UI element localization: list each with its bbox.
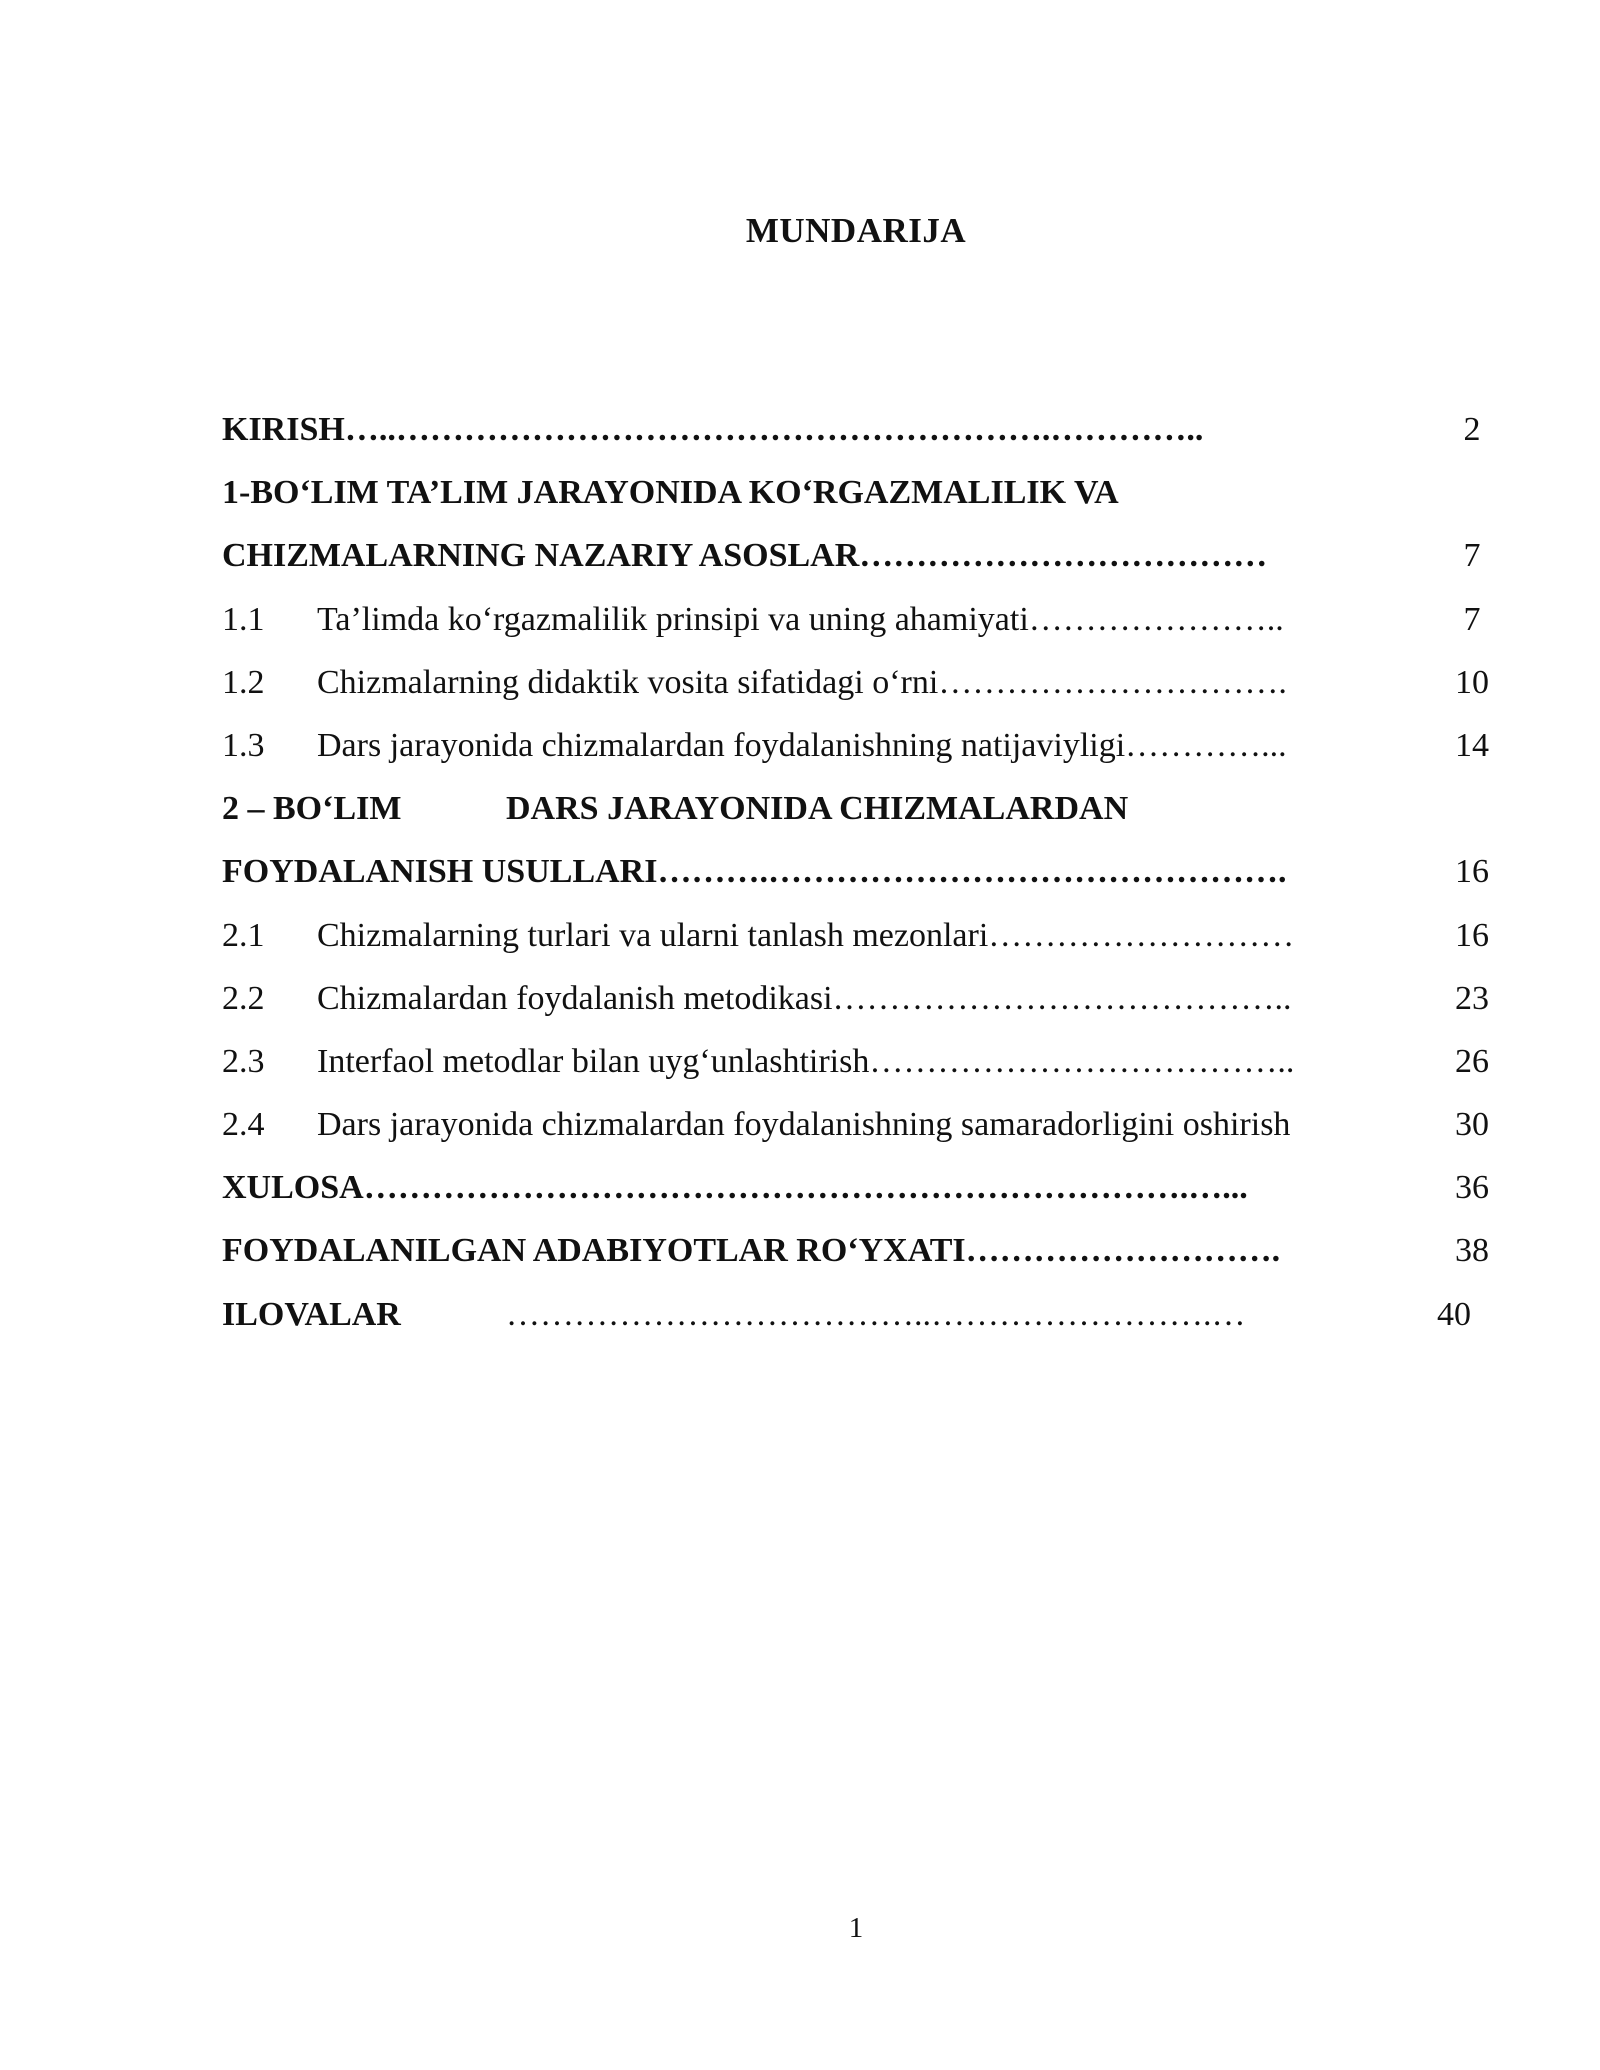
toc-page-number: 14 — [1455, 726, 1489, 764]
toc-entry-1-1[interactable] — [222, 588, 1512, 651]
toc-section-2-heading-cont[interactable] — [222, 840, 1512, 903]
toc-entry-text: CHIZMALARNING NAZARIY ASOSLAR……………………………… — [222, 537, 1268, 575]
toc-entry-number: 1.1 — [222, 600, 265, 638]
toc-entry-text: Chizmalarning didaktik vosita sifatidagi o‘rni…………………………. — [317, 663, 1287, 701]
toc-entry-text: KIRISH…..………………………………………………….………….. — [222, 411, 1204, 448]
toc-entry-kirish[interactable] — [222, 398, 1512, 461]
toc-section-1-heading[interactable] — [222, 461, 1512, 524]
toc-entry-text: Interfaol metodlar bilan uyg‘unlashtirish……………………………….. — [317, 1042, 1295, 1080]
toc-page-number: 16 — [1455, 853, 1489, 891]
toc-entry-number: 1.2 — [222, 663, 265, 701]
toc-entry-text: FOYDALANILGAN ADABIYOTLAR RO‘YXATI………………………. — [222, 1232, 1281, 1270]
toc-entry-text: DARS JARAYONIDA CHIZMALARDAN — [506, 790, 1129, 828]
toc-entry-2-4[interactable] — [222, 1093, 1512, 1156]
toc-entry-2-3[interactable] — [222, 1030, 1512, 1093]
toc-page-number: 16 — [1455, 916, 1489, 954]
toc-entry-number: 2.1 — [222, 916, 265, 954]
toc-page-number: 7 — [1463, 600, 1481, 638]
toc-entry-text: FOYDALANISH USULLARI……….………………………………………. — [222, 853, 1287, 891]
toc-page-number: 23 — [1455, 979, 1489, 1017]
toc-page-number: 30 — [1455, 1106, 1489, 1144]
toc-entry-1-3[interactable] — [222, 714, 1512, 777]
toc-entry-text: ILOVALAR — [222, 1295, 401, 1333]
toc-entry-2-2[interactable] — [222, 967, 1512, 1030]
toc-page-number: 26 — [1455, 1042, 1489, 1080]
toc-section-2-heading[interactable] — [222, 777, 1512, 840]
toc-page-number: 2 — [1463, 411, 1481, 448]
toc-entry-number: 2.4 — [222, 1106, 265, 1144]
toc-section-1-heading-cont[interactable] — [222, 524, 1512, 587]
page-title: MUNDARIJA — [745, 211, 967, 250]
page-number: 1 — [848, 1912, 864, 1944]
toc-page-number: 40 — [1437, 1295, 1471, 1333]
toc-page-number: 7 — [1463, 537, 1481, 575]
toc-entry-number: 1.3 — [222, 726, 265, 764]
toc-entry-text: 1-BO‘LIM TA’LIM JARAYONIDA KO‘RGAZMALILIK VA — [222, 474, 1119, 512]
toc-page-number: 36 — [1455, 1169, 1489, 1207]
toc-entry-text: Chizmalarning turlari va ularni tanlash mezonlari……………………… — [317, 916, 1295, 954]
toc-page-number: 38 — [1455, 1232, 1489, 1270]
toc-entry-number: 2.3 — [222, 1042, 265, 1080]
toc-entry-2-1[interactable] — [222, 904, 1512, 967]
toc-entry-text: XULOSA……………………………………………………………….…... — [222, 1169, 1248, 1207]
toc-entry-number: 2.2 — [222, 979, 265, 1017]
toc-entry-text: Chizmalardan foydalanish metodikasi………………………………….. — [317, 979, 1292, 1017]
toc-leader-dots: ………………………………..…………………….… — [506, 1295, 1246, 1333]
toc-entry-1-2[interactable] — [222, 651, 1512, 714]
toc-entry-text: Ta’limda ko‘rgazmalilik prinsipi va uning ahamiyati………………….. — [317, 600, 1284, 638]
table-of-contents — [222, 398, 1512, 1346]
toc-entry-ilovalar[interactable] — [222, 1283, 1512, 1346]
toc-entry-text: Dars jarayonida chizmalardan foydalanishning natijaviyligi…………... — [317, 726, 1287, 764]
toc-page-number: 10 — [1455, 663, 1489, 701]
toc-entry-adabiyotlar[interactable] — [222, 1219, 1512, 1282]
toc-entry-text: Dars jarayonida chizmalardan foydalanishning samaradorligini oshirish — [317, 1106, 1291, 1144]
toc-entry-xulosa[interactable] — [222, 1156, 1512, 1219]
toc-section-label: 2 – BO‘LIM — [222, 790, 402, 828]
